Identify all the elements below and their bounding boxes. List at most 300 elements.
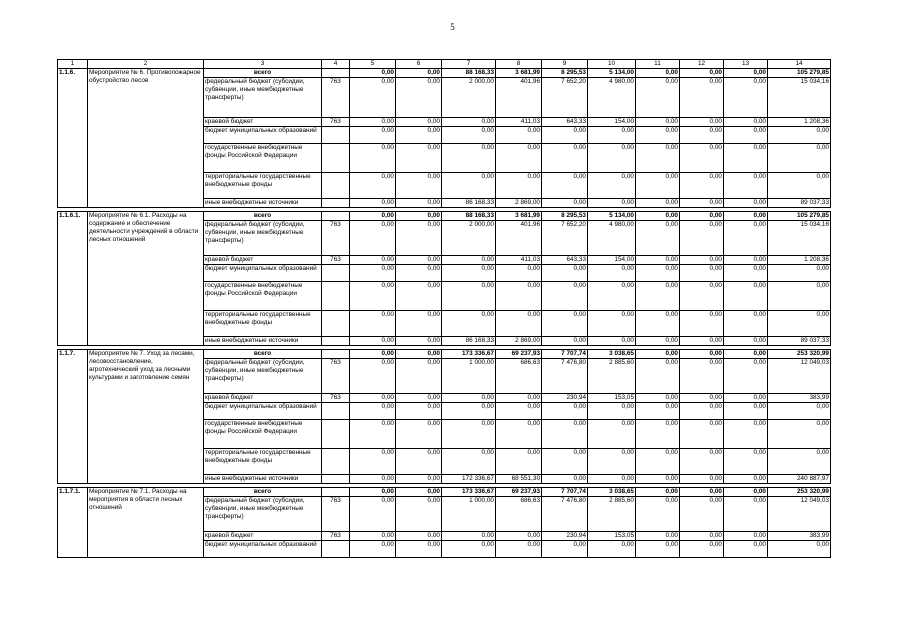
amount-cell: 0,00 xyxy=(350,173,396,199)
amount-cell: 0,00 xyxy=(588,475,636,484)
amount-cell: 0,00 xyxy=(680,350,724,359)
amount-cell: 0,00 xyxy=(350,403,396,420)
section-id: 1.1.7. xyxy=(58,350,88,484)
amount-cell: 0,00 xyxy=(442,265,496,282)
amount-cell: 0,00 xyxy=(768,282,831,311)
amount-cell: 0,00 xyxy=(396,221,442,256)
amount-cell: 0,00 xyxy=(542,475,588,484)
amount-cell: 0,00 xyxy=(768,144,831,173)
amount-cell: 0,00 xyxy=(350,394,396,403)
amount-cell: 0,00 xyxy=(724,497,768,532)
amount-cell: 0,00 xyxy=(496,449,542,475)
amount-cell: 3 038,65 xyxy=(588,488,636,497)
amount-cell: 0,00 xyxy=(724,449,768,475)
amount-cell: 0,00 xyxy=(350,212,396,221)
funding-source: государственные внебюджетные фонды Российской Федерации xyxy=(204,420,322,449)
amount-cell: 0,00 xyxy=(724,127,768,144)
funding-source: краевой бюджет xyxy=(204,256,322,265)
amount-cell: 69 237,93 xyxy=(496,488,542,497)
amount-cell: 0,00 xyxy=(350,337,396,346)
amount-cell: 2 869,00 xyxy=(496,337,542,346)
amount-cell: 0,00 xyxy=(680,497,724,532)
amount-cell: 0,00 xyxy=(542,144,588,173)
amount-cell: 0,00 xyxy=(350,488,396,497)
amount-cell: 0,00 xyxy=(496,311,542,337)
budget-code xyxy=(322,212,350,221)
funding-source: федеральный бюджет (субсидии, субвенции, иные межбюджетные трансферты) xyxy=(204,221,322,256)
amount-cell: 3 681,99 xyxy=(496,212,542,221)
amount-cell: 0,00 xyxy=(636,532,680,541)
amount-cell: 68 551,30 xyxy=(496,475,542,484)
amount-cell: 0,00 xyxy=(636,311,680,337)
funding-source: территориальные государственные внебюджетные фонды xyxy=(204,449,322,475)
amount-cell: 173 336,67 xyxy=(442,488,496,497)
table-body xyxy=(58,60,831,558)
budget-code: 763 xyxy=(322,78,350,118)
amount-cell: 0,00 xyxy=(724,221,768,256)
amount-cell: 1 000,00 xyxy=(442,359,496,394)
amount-cell: 0,00 xyxy=(588,199,636,208)
amount-cell: 383,99 xyxy=(768,532,831,541)
header-cell: 2 xyxy=(88,60,204,69)
header-cell: 9 xyxy=(542,60,588,69)
section-id: 1.1.7.1. xyxy=(58,488,88,558)
amount-cell: 0,00 xyxy=(542,265,588,282)
amount-cell: 0,00 xyxy=(636,173,680,199)
amount-cell: 0,00 xyxy=(396,256,442,265)
amount-cell: 643,33 xyxy=(542,118,588,127)
budget-code xyxy=(322,541,350,558)
table-row xyxy=(58,69,831,78)
amount-cell: 0,00 xyxy=(680,282,724,311)
amount-cell: 0,00 xyxy=(636,350,680,359)
amount-cell: 0,00 xyxy=(442,532,496,541)
amount-cell: 0,00 xyxy=(636,282,680,311)
amount-cell: 0,00 xyxy=(636,265,680,282)
amount-cell: 0,00 xyxy=(680,69,724,78)
amount-cell: 0,00 xyxy=(636,118,680,127)
amount-cell: 0,00 xyxy=(768,127,831,144)
amount-cell: 0,00 xyxy=(396,497,442,532)
amount-cell: 0,00 xyxy=(724,144,768,173)
amount-cell: 0,00 xyxy=(396,212,442,221)
amount-cell: 89 037,33 xyxy=(768,199,831,208)
amount-cell: 1 000,00 xyxy=(442,497,496,532)
amount-cell: 0,00 xyxy=(396,337,442,346)
amount-cell: 383,99 xyxy=(768,394,831,403)
amount-cell: 0,00 xyxy=(396,449,442,475)
amount-cell: 0,00 xyxy=(442,394,496,403)
amount-cell: 0,00 xyxy=(724,199,768,208)
amount-cell: 0,00 xyxy=(724,78,768,118)
amount-cell: 0,00 xyxy=(636,69,680,78)
amount-cell: 0,00 xyxy=(680,403,724,420)
amount-cell: 0,00 xyxy=(396,394,442,403)
amount-cell: 0,00 xyxy=(724,403,768,420)
amount-cell: 86 168,33 xyxy=(442,199,496,208)
amount-cell: 0,00 xyxy=(350,541,396,558)
amount-cell: 0,00 xyxy=(350,69,396,78)
amount-cell: 0,00 xyxy=(442,449,496,475)
amount-cell: 0,00 xyxy=(442,144,496,173)
amount-cell: 0,00 xyxy=(680,118,724,127)
header-cell: 3 xyxy=(204,60,322,69)
amount-cell: 2 885,60 xyxy=(588,497,636,532)
amount-cell: 0,00 xyxy=(636,144,680,173)
budget-code: 763 xyxy=(322,394,350,403)
amount-cell: 0,00 xyxy=(724,532,768,541)
amount-cell: 0,00 xyxy=(588,282,636,311)
amount-cell: 0,00 xyxy=(724,488,768,497)
amount-cell: 0,00 xyxy=(350,78,396,118)
amount-cell: 5 134,00 xyxy=(588,69,636,78)
budget-code xyxy=(322,488,350,497)
amount-cell: 8 295,53 xyxy=(542,212,588,221)
amount-cell: 0,00 xyxy=(724,212,768,221)
amount-cell: 0,00 xyxy=(396,69,442,78)
funding-source: всего xyxy=(204,212,322,221)
amount-cell: 0,00 xyxy=(496,265,542,282)
header-cell: 11 xyxy=(636,60,680,69)
amount-cell: 0,00 xyxy=(350,350,396,359)
amount-cell: 153,05 xyxy=(588,532,636,541)
amount-cell: 0,00 xyxy=(350,449,396,475)
amount-cell: 0,00 xyxy=(680,265,724,282)
amount-cell: 0,00 xyxy=(396,350,442,359)
amount-cell: 0,00 xyxy=(680,475,724,484)
amount-cell: 0,00 xyxy=(680,78,724,118)
amount-cell: 0,00 xyxy=(588,144,636,173)
amount-cell: 0,00 xyxy=(724,265,768,282)
amount-cell: 12 049,03 xyxy=(768,359,831,394)
funding-source: краевой бюджет xyxy=(204,394,322,403)
amount-cell: 253 320,99 xyxy=(768,350,831,359)
amount-cell: 230,94 xyxy=(542,532,588,541)
amount-cell: 0,00 xyxy=(350,265,396,282)
amount-cell: 0,00 xyxy=(636,475,680,484)
amount-cell: 411,03 xyxy=(496,118,542,127)
budget-code xyxy=(322,127,350,144)
funding-source: федеральный бюджет (субсидии, субвенции, иные межбюджетные трансферты) xyxy=(204,78,322,118)
amount-cell: 0,00 xyxy=(396,173,442,199)
amount-cell: 0,00 xyxy=(396,403,442,420)
amount-cell: 88 168,33 xyxy=(442,212,496,221)
funding-source: всего xyxy=(204,69,322,78)
amount-cell: 0,00 xyxy=(496,173,542,199)
amount-cell: 0,00 xyxy=(542,420,588,449)
amount-cell: 8 295,53 xyxy=(542,69,588,78)
amount-cell: 0,00 xyxy=(680,173,724,199)
amount-cell: 7 476,80 xyxy=(542,497,588,532)
amount-cell: 0,00 xyxy=(636,359,680,394)
amount-cell: 0,00 xyxy=(350,532,396,541)
amount-cell: 0,00 xyxy=(768,541,831,558)
amount-cell: 0,00 xyxy=(396,420,442,449)
header-cell: 4 xyxy=(322,60,350,69)
amount-cell: 4 980,00 xyxy=(588,221,636,256)
table-row xyxy=(58,212,831,221)
funding-source: иные внебюджетные источники xyxy=(204,199,322,208)
amount-cell: 240 887,97 xyxy=(768,475,831,484)
amount-cell: 0,00 xyxy=(636,212,680,221)
amount-cell: 0,00 xyxy=(496,144,542,173)
header-cell: 1 xyxy=(58,60,88,69)
amount-cell: 0,00 xyxy=(724,541,768,558)
amount-cell: 7 707,74 xyxy=(542,350,588,359)
amount-cell: 0,00 xyxy=(350,256,396,265)
amount-cell: 0,00 xyxy=(680,420,724,449)
table-row xyxy=(58,488,831,497)
amount-cell: 0,00 xyxy=(542,282,588,311)
amount-cell: 0,00 xyxy=(768,265,831,282)
amount-cell: 0,00 xyxy=(724,282,768,311)
amount-cell: 230,94 xyxy=(542,394,588,403)
amount-cell: 0,00 xyxy=(724,69,768,78)
amount-cell: 86 168,33 xyxy=(442,337,496,346)
amount-cell: 0,00 xyxy=(680,127,724,144)
amount-cell: 0,00 xyxy=(442,541,496,558)
amount-cell: 0,00 xyxy=(442,420,496,449)
budget-code xyxy=(322,475,350,484)
budget-code xyxy=(322,265,350,282)
funding-source: всего xyxy=(204,488,322,497)
budget-code: 763 xyxy=(322,532,350,541)
amount-cell: 172 336,67 xyxy=(442,475,496,484)
amount-cell: 88 168,33 xyxy=(442,69,496,78)
amount-cell: 401,96 xyxy=(496,78,542,118)
amount-cell: 0,00 xyxy=(396,311,442,337)
amount-cell: 0,00 xyxy=(724,118,768,127)
header-cell: 13 xyxy=(724,60,768,69)
funding-source: федеральный бюджет (субсидии, субвенции, иные межбюджетные трансферты) xyxy=(204,359,322,394)
amount-cell: 0,00 xyxy=(542,337,588,346)
budget-code: 763 xyxy=(322,497,350,532)
budget-code: 763 xyxy=(322,256,350,265)
amount-cell: 0,00 xyxy=(350,221,396,256)
amount-cell: 0,00 xyxy=(396,488,442,497)
funding-source: краевой бюджет xyxy=(204,118,322,127)
amount-cell: 154,00 xyxy=(588,118,636,127)
budget-table xyxy=(57,59,831,558)
funding-source: бюджет муниципальных образований xyxy=(204,403,322,420)
header-cell: 5 xyxy=(350,60,396,69)
amount-cell: 0,00 xyxy=(442,256,496,265)
amount-cell: 0,00 xyxy=(442,403,496,420)
amount-cell: 0,00 xyxy=(636,221,680,256)
amount-cell: 0,00 xyxy=(350,144,396,173)
amount-cell: 0,00 xyxy=(588,311,636,337)
amount-cell: 0,00 xyxy=(724,475,768,484)
amount-cell: 0,00 xyxy=(636,127,680,144)
amount-cell: 0,00 xyxy=(542,403,588,420)
amount-cell: 15 034,16 xyxy=(768,221,831,256)
header-cell: 12 xyxy=(680,60,724,69)
funding-source: федеральный бюджет (субсидии, субвенции, иные межбюджетные трансферты) xyxy=(204,497,322,532)
amount-cell: 0,00 xyxy=(724,173,768,199)
amount-cell: 253 320,99 xyxy=(768,488,831,497)
budget-code: 763 xyxy=(322,221,350,256)
amount-cell: 2 000,00 xyxy=(442,78,496,118)
amount-cell: 0,00 xyxy=(588,265,636,282)
amount-cell: 105 279,85 xyxy=(768,212,831,221)
funding-source: бюджет муниципальных образований xyxy=(204,541,322,558)
amount-cell: 0,00 xyxy=(542,541,588,558)
section-name: Мероприятие № 6. Противопожарное обустройство лесов xyxy=(88,69,204,208)
table-row xyxy=(58,350,831,359)
header-cell: 10 xyxy=(588,60,636,69)
amount-cell: 0,00 xyxy=(496,532,542,541)
amount-cell: 0,00 xyxy=(396,118,442,127)
amount-cell: 0,00 xyxy=(396,541,442,558)
amount-cell: 0,00 xyxy=(542,199,588,208)
amount-cell: 0,00 xyxy=(680,394,724,403)
amount-cell: 0,00 xyxy=(350,359,396,394)
amount-cell: 0,00 xyxy=(636,394,680,403)
header-cell: 14 xyxy=(768,60,831,69)
amount-cell: 173 336,67 xyxy=(442,350,496,359)
amount-cell: 154,00 xyxy=(588,256,636,265)
amount-cell: 0,00 xyxy=(636,256,680,265)
amount-cell: 0,00 xyxy=(724,359,768,394)
header-cell: 7 xyxy=(442,60,496,69)
budget-code: 763 xyxy=(322,118,350,127)
amount-cell: 0,00 xyxy=(496,541,542,558)
amount-cell: 0,00 xyxy=(588,337,636,346)
funding-source: всего xyxy=(204,350,322,359)
amount-cell: 0,00 xyxy=(442,127,496,144)
amount-cell: 0,00 xyxy=(680,541,724,558)
amount-cell: 0,00 xyxy=(396,78,442,118)
budget-code xyxy=(322,199,350,208)
budget-code xyxy=(322,282,350,311)
amount-cell: 0,00 xyxy=(724,350,768,359)
amount-cell: 0,00 xyxy=(724,420,768,449)
amount-cell: 411,03 xyxy=(496,256,542,265)
header-cell: 6 xyxy=(396,60,442,69)
budget-code xyxy=(322,403,350,420)
amount-cell: 0,00 xyxy=(636,337,680,346)
section-id: 1.1.6.1. xyxy=(58,212,88,346)
amount-cell: 0,00 xyxy=(636,199,680,208)
amount-cell: 0,00 xyxy=(396,359,442,394)
amount-cell: 1 208,36 xyxy=(768,118,831,127)
amount-cell: 0,00 xyxy=(396,265,442,282)
amount-cell: 0,00 xyxy=(724,337,768,346)
budget-code xyxy=(322,350,350,359)
amount-cell: 0,00 xyxy=(724,256,768,265)
amount-cell: 0,00 xyxy=(542,449,588,475)
amount-cell: 4 980,00 xyxy=(588,78,636,118)
amount-cell: 0,00 xyxy=(350,282,396,311)
funding-source: бюджет муниципальных образований xyxy=(204,127,322,144)
header-cell: 8 xyxy=(496,60,542,69)
funding-source: краевой бюджет xyxy=(204,532,322,541)
amount-cell: 0,00 xyxy=(496,394,542,403)
amount-cell: 0,00 xyxy=(768,311,831,337)
amount-cell: 0,00 xyxy=(724,311,768,337)
amount-cell: 1 208,36 xyxy=(768,256,831,265)
amount-cell: 0,00 xyxy=(396,199,442,208)
funding-source: территориальные государственные внебюджетные фонды xyxy=(204,311,322,337)
amount-cell: 0,00 xyxy=(588,127,636,144)
amount-cell: 7 476,80 xyxy=(542,359,588,394)
amount-cell: 105 279,85 xyxy=(768,69,831,78)
amount-cell: 69 237,93 xyxy=(496,350,542,359)
amount-cell: 0,00 xyxy=(350,497,396,532)
budget-code xyxy=(322,311,350,337)
amount-cell: 0,00 xyxy=(636,403,680,420)
amount-cell: 2 000,00 xyxy=(442,221,496,256)
budget-code xyxy=(322,420,350,449)
amount-cell: 0,00 xyxy=(396,282,442,311)
budget-code xyxy=(322,337,350,346)
amount-cell: 0,00 xyxy=(724,394,768,403)
amount-cell: 0,00 xyxy=(396,144,442,173)
amount-cell: 12 049,03 xyxy=(768,497,831,532)
amount-cell: 0,00 xyxy=(680,359,724,394)
budget-code xyxy=(322,144,350,173)
amount-cell: 0,00 xyxy=(680,144,724,173)
amount-cell: 0,00 xyxy=(680,532,724,541)
amount-cell: 0,00 xyxy=(680,449,724,475)
amount-cell: 0,00 xyxy=(496,127,542,144)
amount-cell: 89 037,33 xyxy=(768,337,831,346)
amount-cell: 0,00 xyxy=(768,173,831,199)
amount-cell: 686,63 xyxy=(496,359,542,394)
section-id: 1.1.6. xyxy=(58,69,88,208)
amount-cell: 0,00 xyxy=(442,173,496,199)
amount-cell: 0,00 xyxy=(680,337,724,346)
amount-cell: 0,00 xyxy=(496,420,542,449)
amount-cell: 0,00 xyxy=(588,541,636,558)
amount-cell: 0,00 xyxy=(680,256,724,265)
amount-cell: 0,00 xyxy=(442,311,496,337)
amount-cell: 0,00 xyxy=(396,127,442,144)
amount-cell: 0,00 xyxy=(588,420,636,449)
amount-cell: 7 707,74 xyxy=(542,488,588,497)
amount-cell: 0,00 xyxy=(396,475,442,484)
amount-cell: 0,00 xyxy=(768,403,831,420)
amount-cell: 0,00 xyxy=(496,403,542,420)
amount-cell: 3 038,65 xyxy=(588,350,636,359)
amount-cell: 0,00 xyxy=(768,449,831,475)
amount-cell: 0,00 xyxy=(588,173,636,199)
amount-cell: 3 681,99 xyxy=(496,69,542,78)
amount-cell: 0,00 xyxy=(680,488,724,497)
amount-cell: 7 652,20 xyxy=(542,78,588,118)
amount-cell: 0,00 xyxy=(496,282,542,311)
amount-cell: 0,00 xyxy=(636,488,680,497)
section-name: Мероприятие № 6.1. Расходы на содержание и обеспечение деятельности учреждений в области лесных отношений xyxy=(88,212,204,346)
amount-cell: 0,00 xyxy=(442,282,496,311)
amount-cell: 0,00 xyxy=(350,199,396,208)
amount-cell: 0,00 xyxy=(680,221,724,256)
amount-cell: 401,96 xyxy=(496,221,542,256)
page-number: 5 xyxy=(450,22,455,32)
amount-cell: 2 885,60 xyxy=(588,359,636,394)
amount-cell: 2 869,00 xyxy=(496,199,542,208)
budget-code: 763 xyxy=(322,359,350,394)
amount-cell: 0,00 xyxy=(542,311,588,337)
funding-source: иные внебюджетные источники xyxy=(204,475,322,484)
amount-cell: 15 034,16 xyxy=(768,78,831,118)
amount-cell: 0,00 xyxy=(636,420,680,449)
amount-cell: 0,00 xyxy=(588,403,636,420)
amount-cell: 0,00 xyxy=(350,127,396,144)
funding-source: государственные внебюджетные фонды Российской Федерации xyxy=(204,144,322,173)
amount-cell: 0,00 xyxy=(636,449,680,475)
funding-source: бюджет муниципальных образований xyxy=(204,265,322,282)
